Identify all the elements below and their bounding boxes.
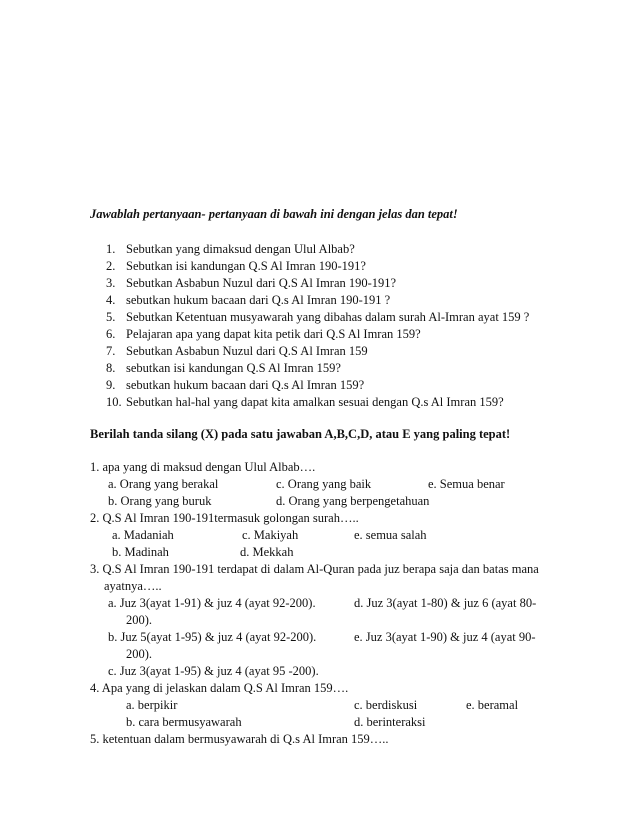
option-b: b. Orang yang buruk	[108, 494, 212, 508]
mc-question-1: 1. apa yang di maksud dengan Ulul Albab….	[90, 460, 316, 474]
option-e: e. beramal	[466, 698, 519, 712]
option-c: c. Juz 3(ayat 1-95) & juz 4 (ayat 95 -200).	[108, 664, 319, 678]
option-b: b. Madinah	[112, 545, 169, 559]
list-item-number: 8.	[106, 361, 116, 375]
list-item: Sebutkan Ketentuan musyawarah yang dibahas dalam surah Al-Imran ayat 159 ?	[126, 310, 530, 324]
option-e: e. Semua benar	[428, 477, 505, 491]
option-c: c. Orang yang baik	[276, 477, 372, 491]
list-item: sebutkan hukum bacaan dari Q.s Al Imran 190-191 ?	[126, 293, 391, 307]
option-a: a. Juz 3(ayat 1-91) & juz 4 (ayat 92-200).	[108, 596, 316, 610]
option-c: c. berdiskusi	[354, 698, 418, 712]
list-item: Sebutkan hal-hal yang dapat kita amalkan sesuai dengan Q.s Al Imran 159?	[126, 395, 504, 409]
mc-question-2: 2. Q.S Al Imran 190-191termasuk golongan surah…..	[90, 511, 359, 525]
list-item: sebutkan isi kandungan Q.S Al Imran 159?	[126, 361, 341, 375]
option-d: d. Orang yang berpengetahuan	[276, 494, 430, 508]
option-c: c. Makiyah	[242, 528, 299, 542]
option-b-continuation: 200).	[126, 647, 153, 661]
list-item: sebutkan hukum bacaan dari Q.s Al Imran 159?	[126, 378, 365, 392]
list-item-number: 10.	[106, 395, 122, 409]
option-a: a. berpikir	[126, 698, 178, 712]
list-item-number: 7.	[106, 344, 116, 358]
section2-heading: Berilah tanda silang (X) pada satu jawaban A,B,C,D, atau E yang paling tepat!	[90, 427, 511, 441]
option-d: d. Juz 3(ayat 1-80) & juz 6 (ayat 80-	[354, 596, 537, 610]
section1-heading: Jawablah pertanyaan- pertanyaan di bawah ini dengan jelas dan tepat!	[90, 207, 458, 221]
mc-question-4: 4. Apa yang di jelaskan dalam Q.S Al Imran 159….	[90, 681, 349, 695]
list-item-number: 1.	[106, 242, 116, 256]
option-b: b. Juz 5(ayat 1-95) & juz 4 (ayat 92-200).	[108, 630, 317, 644]
option-a: a. Madaniah	[112, 528, 174, 542]
list-item-number: 5.	[106, 310, 116, 324]
list-item: Sebutkan yang dimaksud dengan Ulul Albab?	[126, 242, 355, 256]
mc-question-5: 5. ketentuan dalam bermusyawarah di Q.s Al Imran 159…..	[90, 732, 389, 746]
list-item-number: 6.	[106, 327, 116, 341]
option-e: e. Juz 3(ayat 1-90) & juz 4 (ayat 90-	[354, 630, 536, 644]
list-item-number: 3.	[106, 276, 116, 290]
list-item: Sebutkan isi kandungan Q.S Al Imran 190-191?	[126, 259, 366, 273]
option-e: e. semua salah	[354, 528, 427, 542]
option-d: d. berinteraksi	[354, 715, 426, 729]
option-d: d. Mekkah	[240, 545, 294, 559]
list-item-number: 4.	[106, 293, 116, 307]
list-item-number: 2.	[106, 259, 116, 273]
mc-question-3-continuation: ayatnya…..	[104, 579, 162, 593]
option-a: a. Orang yang berakal	[108, 477, 219, 491]
option-a-continuation: 200).	[126, 613, 153, 627]
list-item: Sebutkan Asbabun Nuzul dari Q.S Al Imran 190-191?	[126, 276, 397, 290]
list-item-number: 9.	[106, 378, 116, 392]
option-b: b. cara bermusyawarah	[126, 715, 242, 729]
list-item: Sebutkan Asbabun Nuzul dari Q.S Al Imran 159	[126, 344, 368, 358]
mc-question-3: 3. Q.S Al Imran 190-191 terdapat di dalam Al-Quran pada juz berapa saja dan batas mana	[90, 562, 539, 576]
list-item: Pelajaran apa yang dapat kita petik dari Q.S Al Imran 159?	[126, 327, 421, 341]
